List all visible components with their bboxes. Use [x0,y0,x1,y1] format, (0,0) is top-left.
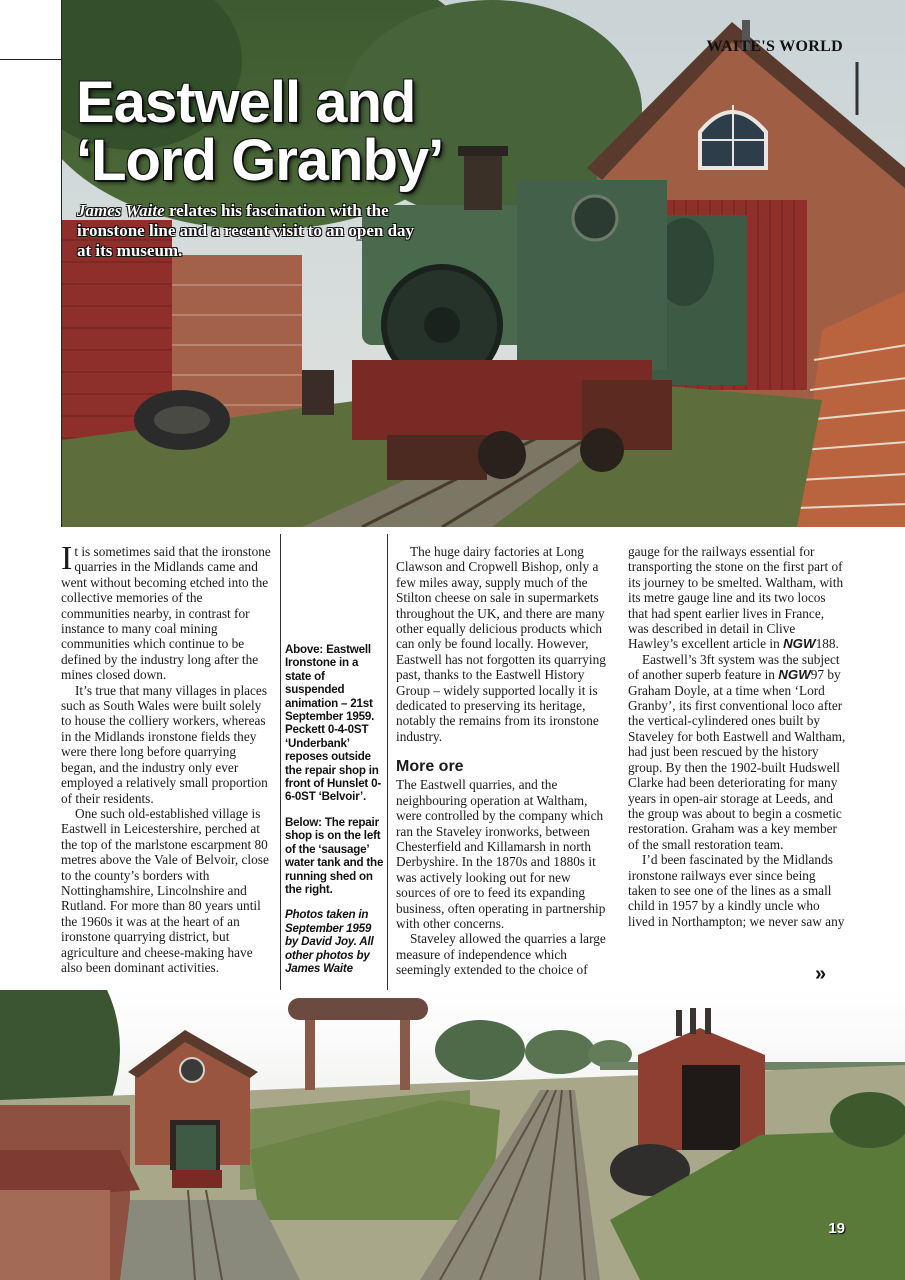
body-paragraph: The huge dairy factories at Long Clawson and Cropwell Bishop, only a few miles away, supply much of the Stilton cheese on sale in supermarkets throughout the UK, and there are many other equally delicious products which can only be found locally. However, Eastwell has not forgotten its quarrying past, thanks to the Eastwell History Group – widely supported locally it is dedicated to preserving its heritage, notably the remains from its ironstone industry. [396,544,606,744]
page-edge-rule [0,59,61,60]
photo-caption [285,643,385,987]
caption-above: Above: Eastwell Ironstone in a state of suspended animation – 21st September 1959. Peckett 0-4-0ST ‘Underbank’ reposes outside the repair shop in front of Hunslet 0-6-0ST ‘Belvoir’. [285,643,382,804]
continue-arrow-icon: » [815,963,827,985]
body-paragraph: Eastwell’s 3ft system was the subject of another superb feature in NGW97 by Graham Doyle, at a time when ‘Lord Granby’, its first conventional loco after the vertical-cylindered ones built by Staveley for both Eastwell and Waltham, had just been rescued by the history group. By then the 1902-built Hudswell Clarke had been deteriorating for many years in open-air storage at Leeds, and the group was about to begin a cosmetic restoration. Graham was a key member of the small restoration team. [628,651,846,852]
body-paragraph: The Eastwell quarries, and the neighbouring operation at Waltham, were controlled by the company which ran the Staveley ironworks, between Chesterfield and Killamarsh in north Derbyshire. In the 1870s and 1880s it was actively looking out for new sources of ore to feed its expanding business, often operating in partnership with other concerns. [396,777,606,931]
column-divider [280,534,281,994]
headline-line-2: ‘Lord Granby’ [76,128,444,193]
body-column-4 [628,544,846,929]
caption-below: Below: The repair shop is on the left of the ‘sausage’ water tank and the running shed on the right. [285,815,384,896]
body-paragraph: One such old-established village is Eastwell in Leicestershire, perched at the top of the marlstone escarpment 80 metres above the Vale of Belvoir, close to the county’s borders with Nottinghamshire, Lincolnshire and Rutland. For more than 80 years until the 1960s it was at the heart of an ironstone quarrying district, but agriculture and cheese-making have also been dominant activities. [61,805,269,975]
standfirst-author: James Waite [77,201,165,220]
article-headline [76,70,456,193]
body-paragraph: It is sometimes said that the ironstone quarries in the Midlands came and went without becoming etched into the collective memories of the communities nearby, in contrast for instance to many coal mining communities which continue to be defined by the industry long after the mines closed down. [61,540,271,683]
photo-credit: Photos taken in September 1959 by David Joy. All other photos by James Waite [285,908,374,975]
body-paragraph: Staveley allowed the quarries a large measure of independence which seemingly extended to the choice of [396,931,606,978]
body-paragraph: I’d been fascinated by the Midlands ironstone railways ever since being taken to see one of the lines as a small child in 1957 by a kindly uncle who lived in Northampton; we never saw any [628,852,845,929]
standfirst-text: relates his fascination with the ironstone line and a recent visit to an open day at its museum. [77,201,415,260]
magazine-ref: NGW [778,667,811,683]
page-number: 19 [828,1220,845,1237]
section-label: WAITE'S WORLD [706,38,843,55]
subheading: More ore [396,758,464,776]
bottom-photo-eastwell-yard [0,990,905,1280]
standfirst [77,201,417,261]
body-column-3 [396,544,612,978]
body-paragraph: It’s true that many villages in places such as South Wales were built solely to house the colliery workers, whereas in the Midlands ironstone fields they were there long before quarrying began, and the industry only ever employed a relatively small proportion of their residents. [61,682,268,806]
magazine-ref: NGW [783,636,816,652]
body-column-1 [61,540,273,975]
drop-cap: I [61,540,73,577]
column-divider [387,534,388,994]
headline-line-1: Eastwell and [76,70,416,135]
bottom-photo-illustration [0,990,905,1280]
body-paragraph: gauge for the railways essential for transporting the stone on the first part of its journey to be smelted. Waltham, with its metre gauge line and its two locos that had spent earlier lives in France, was described in detail in Clive Hawley’s excellent article in NGW188. [628,544,844,652]
